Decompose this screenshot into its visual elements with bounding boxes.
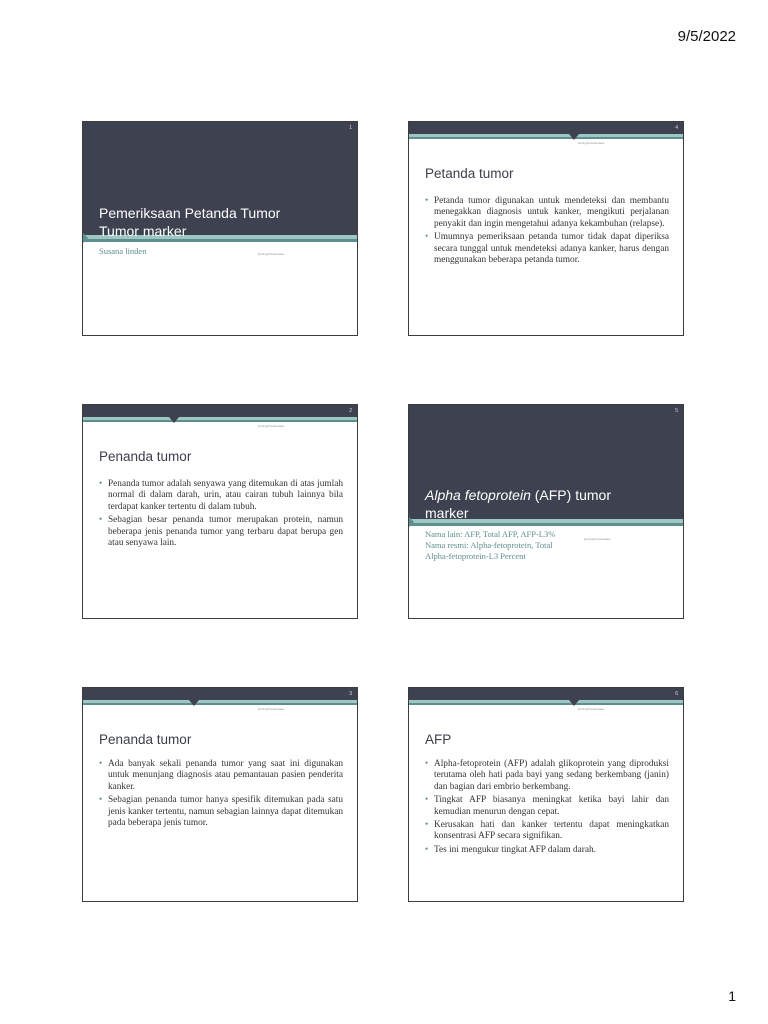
bullet-icon: • bbox=[425, 232, 429, 243]
top-bar bbox=[409, 688, 683, 700]
slide-subtitle bbox=[425, 529, 555, 562]
footer-note: prodi gizi kemenkes bbox=[577, 141, 605, 145]
bullet-icon: • bbox=[425, 795, 429, 806]
slide-subtitle-line1: Nama lain: AFP, Total AFP, AFP-L3% bbox=[425, 529, 556, 539]
bullet-icon: • bbox=[99, 515, 103, 526]
bullet-icon: • bbox=[425, 196, 429, 206]
accent-stripe-dark bbox=[409, 137, 683, 139]
bullet-icon: • bbox=[425, 844, 429, 855]
slide-1 bbox=[82, 121, 358, 336]
accent-stripe-dark bbox=[409, 523, 683, 526]
slide-title-line2: Tumor marker bbox=[99, 223, 187, 239]
slide-title bbox=[99, 204, 347, 240]
footer-note: prodi gizi kemenkes bbox=[257, 707, 285, 711]
slide-title bbox=[425, 486, 673, 522]
bullet-item: • Tes ini mengukur tingkat AFP dalam darah. bbox=[425, 844, 596, 855]
slide-number: 2 bbox=[349, 408, 352, 414]
bullet-icon: • bbox=[99, 795, 103, 806]
accent-notch bbox=[83, 233, 88, 243]
slide-2 bbox=[82, 404, 358, 619]
footer-note: prodi gizi kemenkes bbox=[583, 537, 611, 541]
slide-title-line2: marker bbox=[425, 505, 469, 521]
slide-5 bbox=[408, 404, 684, 619]
accent-stripe-dark bbox=[409, 703, 683, 705]
top-bar bbox=[83, 405, 357, 417]
bullet-item: • Ada banyak sekali penanda tumor yang saat ini digunakan untuk menunjang diagnosis atau pemantauan pasien penderita kanker. bbox=[99, 759, 343, 792]
slide-number: 1 bbox=[349, 125, 352, 131]
top-bar bbox=[409, 122, 683, 134]
slide-title-line1 bbox=[425, 486, 673, 504]
bullet-list bbox=[425, 196, 669, 268]
bullet-item: • Penanda tumor adalah senyawa yang ditemukan di atas jumlah normal di dalam darah, urin, atau cairan tubuh lainnya bila terdapat kanker tertentu di dalam tubuh. bbox=[99, 479, 343, 512]
bullet-item: • Umumnya pemeriksaan petanda tumor tidak dapat diperiksa secara tunggal untuk mendeteksi adanya kanker, harus dengan menggunakan beberapa petanda tumor. bbox=[425, 232, 669, 266]
bullet-icon: • bbox=[99, 479, 103, 489]
footer-note: prodi gizi kemenkes bbox=[257, 252, 285, 256]
accent-notch bbox=[189, 700, 199, 706]
bullet-item: • Sebagian penanda tumor hanya spesifik ditemukan pada satu jenis kanker tertentu, namun sebagian lainnya dapat ditemukan pada beberapa jenis tumor. bbox=[99, 795, 343, 829]
slide-number: 6 bbox=[675, 691, 678, 697]
bullet-item: • Kerusakan hati dan kanker tertentu dapat meningkatkan konsentrasi AFP secara signifikan. bbox=[425, 820, 669, 842]
slide-subtitle: Susana linden bbox=[99, 246, 147, 256]
footer-note: prodi gizi kemenkes bbox=[577, 707, 605, 711]
slide-heading: Penanda tumor bbox=[99, 449, 192, 464]
slide-subtitle-line3: Alpha-fetoprotein-L3 Percent bbox=[425, 551, 526, 561]
slide-number: 3 bbox=[349, 691, 352, 697]
accent-stripe-dark bbox=[83, 420, 357, 422]
bullet-icon: • bbox=[425, 759, 429, 769]
slide-6 bbox=[408, 687, 684, 902]
top-bar bbox=[83, 688, 357, 700]
footer-note: prodi gizi kemenkes bbox=[257, 424, 285, 428]
bullet-list bbox=[425, 759, 669, 858]
slide-heading: AFP bbox=[425, 732, 452, 747]
accent-notch bbox=[409, 517, 414, 527]
slide-title-rest: (AFP) tumor bbox=[530, 487, 611, 503]
slide-3 bbox=[82, 687, 358, 902]
bullet-item: • Sebagian besar penanda tumor merupakan protein, namun beberapa jenis penanda tumor yang terbaru dapat berupa gen atau senyawa lain. bbox=[99, 515, 343, 549]
slide-subtitle-line2: Nama resmi: Alpha-fetoprotein, Total bbox=[425, 540, 553, 550]
slide-number: 5 bbox=[675, 408, 678, 414]
bullet-item: • Tingkat AFP biasanya meningkat ketika bayi lahir dan kemudian menurun dengan cepat. bbox=[425, 795, 669, 817]
accent-notch bbox=[569, 700, 579, 706]
bullet-list bbox=[99, 479, 343, 551]
slide-4 bbox=[408, 121, 684, 336]
slide-number: 4 bbox=[675, 125, 678, 131]
accent-notch bbox=[169, 417, 179, 423]
page-number: 1 bbox=[728, 988, 736, 1004]
bullet-icon: • bbox=[99, 759, 103, 769]
slide-title-line1: Pemeriksaan Petanda Tumor bbox=[99, 205, 281, 221]
slide-heading: Penanda tumor bbox=[99, 732, 192, 747]
bullet-item: • Petanda tumor digunakan untuk mendeteksi dan membantu menegakkan diagnosis untuk kanker, mengikuti perjalanan penyakit dan ingin mengetahui adanya kekambuhan (relapse). bbox=[425, 196, 669, 229]
bullet-icon: • bbox=[425, 820, 429, 831]
accent-notch bbox=[569, 134, 579, 140]
bullet-item: • Alpha-fetoprotein (AFP) adalah glikoprotein yang diproduksi terutama oleh hati pada bayi yang sedang berkembang (janin) dan bagian dari embrio berkembang. bbox=[425, 759, 669, 792]
slide-heading: Petanda tumor bbox=[425, 166, 514, 181]
bullet-list bbox=[99, 759, 343, 831]
accent-stripe-dark bbox=[83, 703, 357, 705]
page-date: 9/5/2022 bbox=[677, 28, 736, 45]
slide-title-italic: Alpha fetoprotein bbox=[425, 487, 531, 503]
